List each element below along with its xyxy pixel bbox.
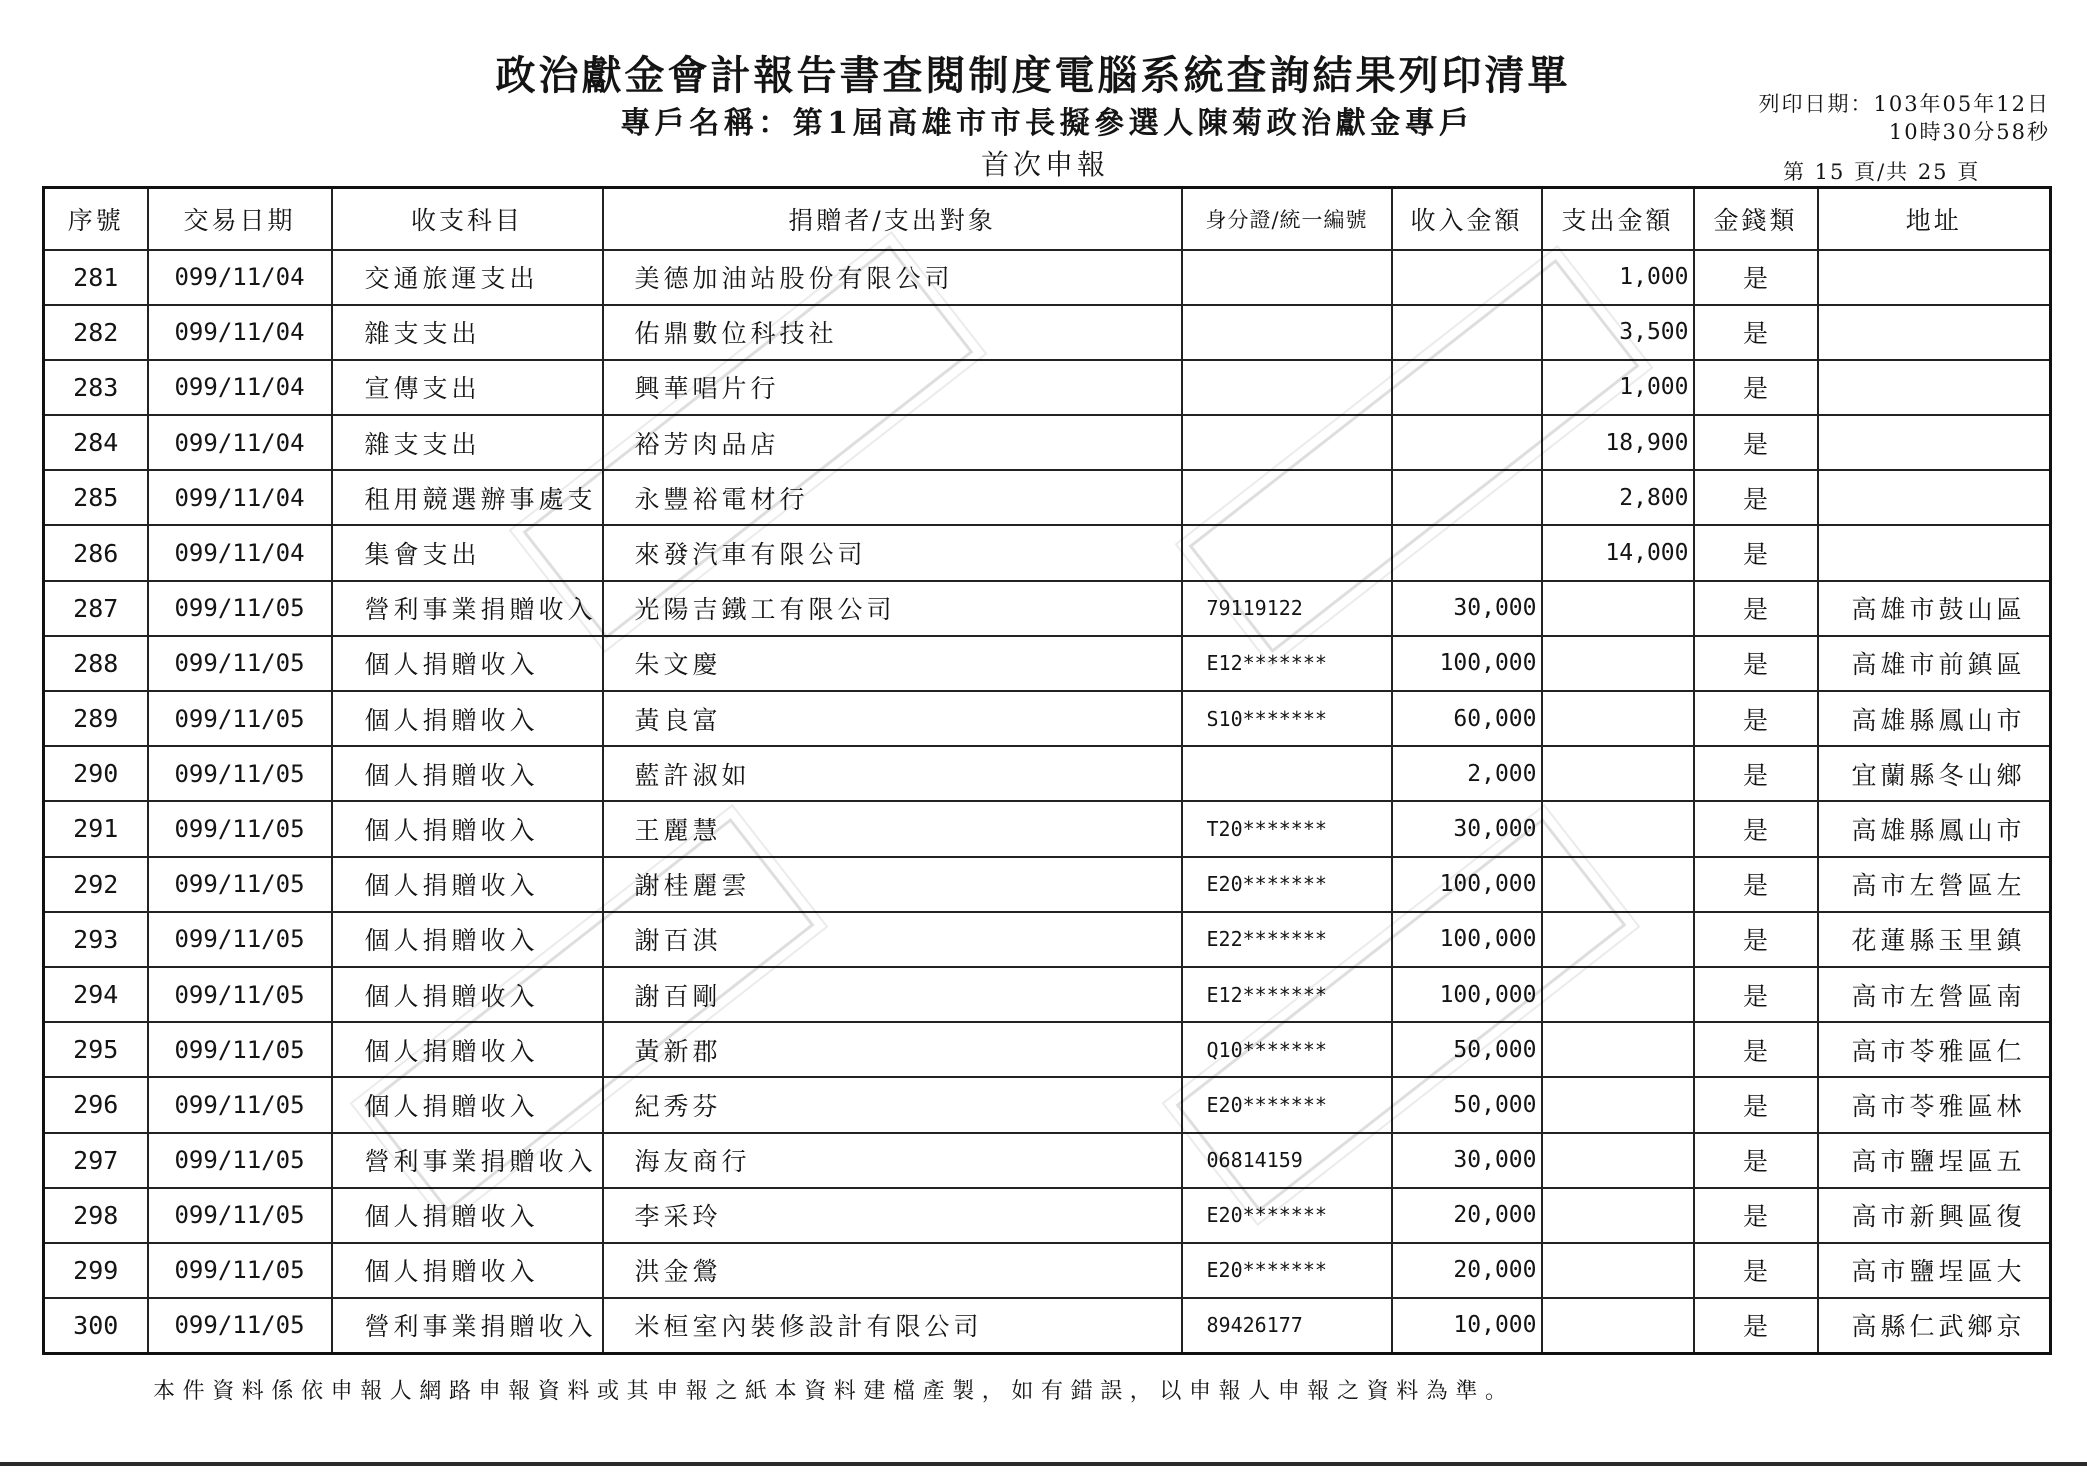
cell-id: E12******* xyxy=(1182,967,1392,1022)
cell-id: 06814159 xyxy=(1182,1133,1392,1188)
cell-id: E20******* xyxy=(1182,1188,1392,1243)
cell-party: 謝百剛 xyxy=(603,967,1182,1022)
cell-id: E20******* xyxy=(1182,1077,1392,1132)
cell-party: 黃新郡 xyxy=(603,1022,1182,1077)
account-name: 專戶名稱：第1屆高雄市市長擬參選人陳菊政治獻金專戶 xyxy=(620,106,1474,141)
cell-expense: 3,500 xyxy=(1542,305,1694,360)
cell-monetary: 是 xyxy=(1694,305,1818,360)
cell-category: 個人捐贈收入 xyxy=(332,801,603,856)
table-body xyxy=(44,250,2051,1354)
cell-id: T20******* xyxy=(1182,801,1392,856)
cell-id xyxy=(1182,360,1392,415)
cell-monetary: 是 xyxy=(1694,250,1818,305)
cell-address: 高市苓雅區仁 xyxy=(1818,1022,2051,1077)
cell-income: 50,000 xyxy=(1392,1077,1542,1132)
cell-serial: 299 xyxy=(44,1243,148,1298)
cell-address: 高市左營區南 xyxy=(1818,967,2051,1022)
table-row xyxy=(44,636,2051,691)
cell-date: 099/11/04 xyxy=(148,305,332,360)
cell-monetary: 是 xyxy=(1694,1133,1818,1188)
cell-income: 100,000 xyxy=(1392,636,1542,691)
cell-id: 89426177 xyxy=(1182,1298,1392,1353)
cell-party: 海友商行 xyxy=(603,1133,1182,1188)
print-date: 列印日期：103年05年12日 xyxy=(1758,92,2050,116)
cell-serial: 286 xyxy=(44,525,148,580)
cell-category: 營利事業捐贈收入 xyxy=(332,1298,603,1353)
cell-income: 60,000 xyxy=(1392,691,1542,746)
cell-income: 20,000 xyxy=(1392,1243,1542,1298)
cell-address: 高雄市鼓山區 xyxy=(1818,581,2051,636)
table-row xyxy=(44,1022,2051,1077)
cell-address xyxy=(1818,360,2051,415)
cell-monetary: 是 xyxy=(1694,1298,1818,1353)
cell-category: 營利事業捐贈收入 xyxy=(332,581,603,636)
footer-note: 本件資料係依申報人網路申報資料或其申報之紙本資料建檔產製，如有錯誤，以申報人申報之資料為準。 xyxy=(153,1379,1515,1404)
col-header-date: 交易日期 xyxy=(148,188,332,250)
cell-address: 高雄縣鳳山市 xyxy=(1818,691,2051,746)
cell-income xyxy=(1392,415,1542,470)
cell-serial: 300 xyxy=(44,1298,148,1353)
cell-date: 099/11/05 xyxy=(148,691,332,746)
cell-id: 79119122 xyxy=(1182,581,1392,636)
cell-income xyxy=(1392,525,1542,580)
cell-address xyxy=(1818,250,2051,305)
table-row xyxy=(44,857,2051,912)
cell-expense xyxy=(1542,746,1694,801)
cell-date: 099/11/04 xyxy=(148,360,332,415)
col-header-party: 捐贈者/支出對象 xyxy=(603,188,1182,250)
cell-expense xyxy=(1542,1188,1694,1243)
col-header-address: 地址 xyxy=(1818,188,2051,250)
cell-income: 100,000 xyxy=(1392,912,1542,967)
cell-category: 個人捐贈收入 xyxy=(332,691,603,746)
cell-id xyxy=(1182,305,1392,360)
cell-address: 高雄縣鳳山市 xyxy=(1818,801,2051,856)
cell-party: 美德加油站股份有限公司 xyxy=(603,250,1182,305)
cell-party: 黃良富 xyxy=(603,691,1182,746)
cell-date: 099/11/04 xyxy=(148,470,332,525)
cell-id xyxy=(1182,525,1392,580)
cell-serial: 287 xyxy=(44,581,148,636)
cell-category: 交通旅運支出 xyxy=(332,250,603,305)
cell-monetary: 是 xyxy=(1694,691,1818,746)
cell-serial: 283 xyxy=(44,360,148,415)
cell-category: 個人捐贈收入 xyxy=(332,746,603,801)
cell-monetary: 是 xyxy=(1694,470,1818,525)
document-title: 政治獻金會計報告書查閱制度電腦系統查詢結果列印清單 xyxy=(495,52,1571,99)
cell-serial: 297 xyxy=(44,1133,148,1188)
table-row xyxy=(44,1077,2051,1132)
cell-monetary: 是 xyxy=(1694,636,1818,691)
cell-serial: 293 xyxy=(44,912,148,967)
cell-category: 個人捐贈收入 xyxy=(332,912,603,967)
cell-serial: 296 xyxy=(44,1077,148,1132)
cell-date: 099/11/04 xyxy=(148,525,332,580)
cell-id xyxy=(1182,250,1392,305)
cell-date: 099/11/05 xyxy=(148,1133,332,1188)
cell-monetary: 是 xyxy=(1694,801,1818,856)
cell-monetary: 是 xyxy=(1694,1022,1818,1077)
cell-address: 高市左營區左 xyxy=(1818,857,2051,912)
cell-expense xyxy=(1542,912,1694,967)
table-row xyxy=(44,691,2051,746)
ledger-table xyxy=(42,186,2052,1355)
table-row xyxy=(44,470,2051,525)
cell-monetary: 是 xyxy=(1694,746,1818,801)
cell-expense xyxy=(1542,967,1694,1022)
table-header-row xyxy=(44,188,2051,250)
cell-expense xyxy=(1542,581,1694,636)
cell-id: E20******* xyxy=(1182,1243,1392,1298)
table-row xyxy=(44,746,2051,801)
cell-address xyxy=(1818,415,2051,470)
cell-id xyxy=(1182,746,1392,801)
col-header-monetary: 金錢類 xyxy=(1694,188,1818,250)
table-row xyxy=(44,1188,2051,1243)
cell-id: Q10******* xyxy=(1182,1022,1392,1077)
cell-expense: 1,000 xyxy=(1542,360,1694,415)
cell-income: 100,000 xyxy=(1392,857,1542,912)
cell-monetary: 是 xyxy=(1694,857,1818,912)
table-row xyxy=(44,1298,2051,1353)
cell-category: 集會支出 xyxy=(332,525,603,580)
cell-monetary: 是 xyxy=(1694,415,1818,470)
cell-address xyxy=(1818,470,2051,525)
table-row xyxy=(44,912,2051,967)
cell-address: 高市鹽埕區大 xyxy=(1818,1243,2051,1298)
cell-party: 裕芳肉品店 xyxy=(603,415,1182,470)
cell-income: 30,000 xyxy=(1392,801,1542,856)
cell-category: 個人捐贈收入 xyxy=(332,967,603,1022)
cell-party: 洪金鶯 xyxy=(603,1243,1182,1298)
cell-party: 李采玲 xyxy=(603,1188,1182,1243)
cell-id xyxy=(1182,415,1392,470)
cell-income xyxy=(1392,250,1542,305)
cell-monetary: 是 xyxy=(1694,1077,1818,1132)
cell-date: 099/11/05 xyxy=(148,1077,332,1132)
cell-category: 租用競選辦事處支 xyxy=(332,470,603,525)
cell-address: 高市新興區復 xyxy=(1818,1188,2051,1243)
cell-monetary: 是 xyxy=(1694,967,1818,1022)
cell-date: 099/11/04 xyxy=(148,250,332,305)
table-row xyxy=(44,1243,2051,1298)
cell-income xyxy=(1392,305,1542,360)
cell-date: 099/11/05 xyxy=(148,801,332,856)
cell-serial: 295 xyxy=(44,1022,148,1077)
cell-expense xyxy=(1542,691,1694,746)
cell-expense: 2,800 xyxy=(1542,470,1694,525)
cell-income xyxy=(1392,360,1542,415)
cell-serial: 294 xyxy=(44,967,148,1022)
cell-id: S10******* xyxy=(1182,691,1392,746)
cell-expense xyxy=(1542,636,1694,691)
col-header-id: 身分證/統一編號 xyxy=(1182,188,1392,250)
cell-address: 高雄市前鎮區 xyxy=(1818,636,2051,691)
col-header-category: 收支科目 xyxy=(332,188,603,250)
scan-edge-line xyxy=(0,1462,2087,1466)
cell-expense: 14,000 xyxy=(1542,525,1694,580)
cell-income: 30,000 xyxy=(1392,1133,1542,1188)
cell-category: 個人捐贈收入 xyxy=(332,1243,603,1298)
cell-date: 099/11/05 xyxy=(148,857,332,912)
cell-income xyxy=(1392,470,1542,525)
cell-party: 永豐裕電材行 xyxy=(603,470,1182,525)
cell-party: 佑鼎數位科技社 xyxy=(603,305,1182,360)
cell-serial: 292 xyxy=(44,857,148,912)
cell-category: 個人捐贈收入 xyxy=(332,1077,603,1132)
cell-serial: 290 xyxy=(44,746,148,801)
cell-serial: 288 xyxy=(44,636,148,691)
cell-income: 100,000 xyxy=(1392,967,1542,1022)
cell-party: 興華唱片行 xyxy=(603,360,1182,415)
cell-party: 米桓室內裝修設計有限公司 xyxy=(603,1298,1182,1353)
cell-party: 謝桂麗雲 xyxy=(603,857,1182,912)
cell-category: 個人捐贈收入 xyxy=(332,857,603,912)
cell-serial: 282 xyxy=(44,305,148,360)
cell-category: 營利事業捐贈收入 xyxy=(332,1133,603,1188)
table-row xyxy=(44,525,2051,580)
cell-monetary: 是 xyxy=(1694,1243,1818,1298)
cell-date: 099/11/05 xyxy=(148,746,332,801)
cell-expense: 18,900 xyxy=(1542,415,1694,470)
table-row xyxy=(44,360,2051,415)
cell-address: 宜蘭縣冬山鄉 xyxy=(1818,746,2051,801)
cell-monetary: 是 xyxy=(1694,1188,1818,1243)
cell-date: 099/11/05 xyxy=(148,636,332,691)
cell-serial: 291 xyxy=(44,801,148,856)
cell-serial: 284 xyxy=(44,415,148,470)
cell-id: E20******* xyxy=(1182,857,1392,912)
cell-date: 099/11/05 xyxy=(148,581,332,636)
cell-expense xyxy=(1542,1298,1694,1353)
table-row xyxy=(44,305,2051,360)
table-row xyxy=(44,967,2051,1022)
cell-party: 紀秀芬 xyxy=(603,1077,1182,1132)
table-row xyxy=(44,415,2051,470)
cell-party: 藍許淑如 xyxy=(603,746,1182,801)
cell-date: 099/11/05 xyxy=(148,967,332,1022)
cell-party: 王麗慧 xyxy=(603,801,1182,856)
cell-date: 099/11/05 xyxy=(148,1188,332,1243)
cell-date: 099/11/05 xyxy=(148,912,332,967)
cell-date: 099/11/05 xyxy=(148,1243,332,1298)
cell-address xyxy=(1818,305,2051,360)
cell-date: 099/11/05 xyxy=(148,1298,332,1353)
cell-party: 朱文慶 xyxy=(603,636,1182,691)
cell-address: 高市鹽埕區五 xyxy=(1818,1133,2051,1188)
cell-expense xyxy=(1542,857,1694,912)
report-type: 首次申報 xyxy=(980,148,1109,181)
cell-category: 個人捐贈收入 xyxy=(332,1188,603,1243)
cell-expense xyxy=(1542,1077,1694,1132)
cell-party: 謝百淇 xyxy=(603,912,1182,967)
col-header-income: 收入金額 xyxy=(1392,188,1542,250)
table-row xyxy=(44,581,2051,636)
cell-monetary: 是 xyxy=(1694,360,1818,415)
cell-category: 宣傳支出 xyxy=(332,360,603,415)
cell-expense: 1,000 xyxy=(1542,250,1694,305)
page-info: 第 15 頁/共 25 頁 xyxy=(1783,160,1981,184)
cell-income: 50,000 xyxy=(1392,1022,1542,1077)
cell-income: 30,000 xyxy=(1392,581,1542,636)
cell-id: E12******* xyxy=(1182,636,1392,691)
table-row xyxy=(44,1133,2051,1188)
cell-monetary: 是 xyxy=(1694,912,1818,967)
cell-category: 個人捐贈收入 xyxy=(332,1022,603,1077)
cell-address: 花蓮縣玉里鎮 xyxy=(1818,912,2051,967)
cell-expense xyxy=(1542,1243,1694,1298)
cell-date: 099/11/05 xyxy=(148,1022,332,1077)
col-header-serial: 序號 xyxy=(44,188,148,250)
cell-serial: 285 xyxy=(44,470,148,525)
cell-address xyxy=(1818,525,2051,580)
cell-serial: 289 xyxy=(44,691,148,746)
cell-expense xyxy=(1542,801,1694,856)
cell-expense xyxy=(1542,1133,1694,1188)
cell-party: 光陽吉鐵工有限公司 xyxy=(603,581,1182,636)
cell-monetary: 是 xyxy=(1694,581,1818,636)
cell-income: 2,000 xyxy=(1392,746,1542,801)
cell-serial: 298 xyxy=(44,1188,148,1243)
cell-income: 20,000 xyxy=(1392,1188,1542,1243)
cell-address: 高市苓雅區林 xyxy=(1818,1077,2051,1132)
cell-id: E22******* xyxy=(1182,912,1392,967)
cell-category: 雜支支出 xyxy=(332,415,603,470)
cell-category: 雜支支出 xyxy=(332,305,603,360)
table-row xyxy=(44,250,2051,305)
cell-address: 高縣仁武鄉京 xyxy=(1818,1298,2051,1353)
cell-party: 來發汽車有限公司 xyxy=(603,525,1182,580)
print-time: 10時30分58秒 xyxy=(1888,120,2050,144)
cell-category: 個人捐贈收入 xyxy=(332,636,603,691)
cell-id xyxy=(1182,470,1392,525)
cell-date: 099/11/04 xyxy=(148,415,332,470)
table-row xyxy=(44,801,2051,856)
cell-serial: 281 xyxy=(44,250,148,305)
cell-monetary: 是 xyxy=(1694,525,1818,580)
col-header-expense: 支出金額 xyxy=(1542,188,1694,250)
cell-expense xyxy=(1542,1022,1694,1077)
cell-income: 10,000 xyxy=(1392,1298,1542,1353)
